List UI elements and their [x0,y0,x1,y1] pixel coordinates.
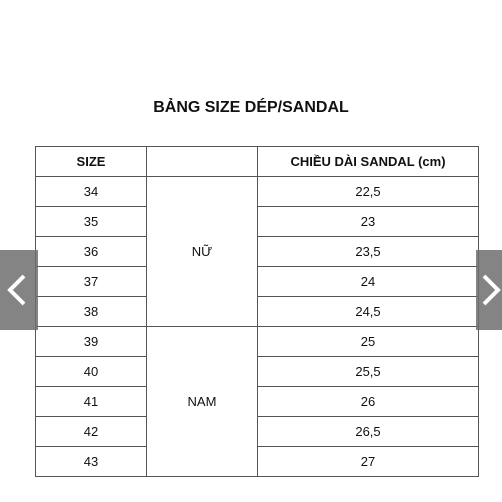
header-gender [147,147,258,177]
length-cell: 24 [258,267,479,297]
table-row [36,177,479,207]
size-cell: 34 [36,177,147,207]
table-row [36,387,479,417]
length-cell: 23 [258,207,479,237]
chevron-right-icon [476,270,502,310]
table-row [36,327,479,357]
header-length: CHIỀU DÀI SANDAL (cm) [258,147,479,177]
header-size: SIZE [36,147,147,177]
length-cell: 26 [258,387,479,417]
length-cell: 23,5 [258,237,479,267]
size-cell: 38 [36,297,147,327]
page-title: BẢNG SIZE DÉP/SANDAL [153,99,349,116]
size-cell: 39 [36,327,147,357]
table-row [36,357,479,387]
chevron-left-icon [0,270,38,310]
size-cell: 36 [36,237,147,267]
table-row [36,267,479,297]
length-cell: 25 [258,327,479,357]
gender-cell-male: NAM [147,327,258,477]
next-button[interactable] [476,250,502,330]
size-cell: 35 [36,207,147,237]
prev-button[interactable] [0,250,38,330]
size-table [35,146,479,477]
length-cell: 25,5 [258,357,479,387]
length-cell: 24,5 [258,297,479,327]
table-row [36,207,479,237]
table-row [36,297,479,327]
size-cell: 40 [36,357,147,387]
size-cell: 42 [36,417,147,447]
size-cell: 41 [36,387,147,417]
table-row [36,237,479,267]
length-cell: 22,5 [258,177,479,207]
table-row [36,417,479,447]
length-cell: 27 [258,447,479,477]
length-cell: 26,5 [258,417,479,447]
table-header-row [36,147,479,177]
table-row [36,447,479,477]
size-cell: 43 [36,447,147,477]
size-cell: 37 [36,267,147,297]
gender-cell-female: NỮ [147,177,258,327]
